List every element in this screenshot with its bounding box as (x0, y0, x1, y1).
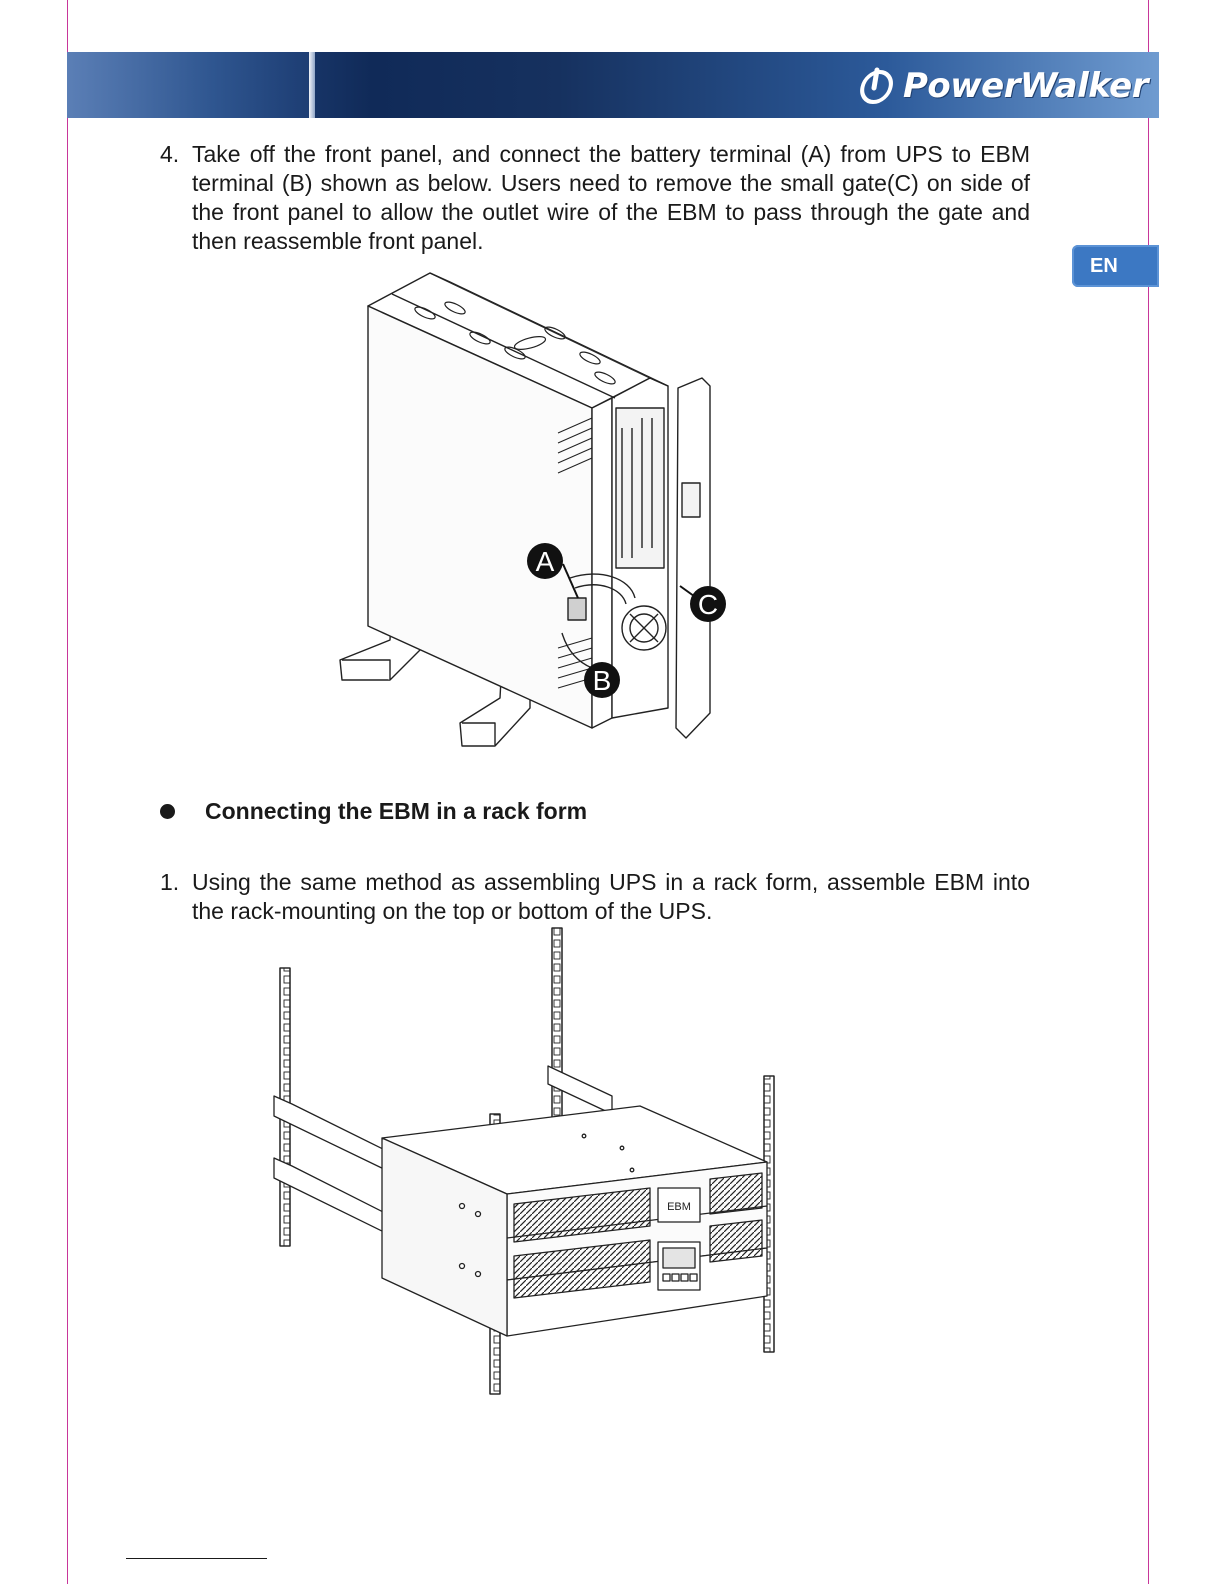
step-4-instruction (160, 140, 1030, 260)
step-1-instruction (160, 868, 1030, 928)
brand-logo (857, 64, 1148, 108)
header-divider (309, 52, 315, 118)
section-heading-rack-form (160, 796, 587, 826)
rack-mounting-figure (262, 926, 792, 1398)
left-margin-line (67, 0, 68, 1584)
step-text: Take off the front panel, and connect the battery terminal (A) from UPS to EBM terminal (B) shown as below. Users need to remove the small gate(C) on side of the front panel to allow the outlet wire of the EBM to pass through the gate and then reassemble front panel. (192, 141, 1030, 254)
svg-text:C: C (697, 589, 719, 620)
callout-b (584, 662, 620, 698)
callout-c (690, 586, 726, 622)
step-text: Using the same method as assembling UPS in a rack form, assemble EBM into the rack-mounting on the top or bottom of the UPS. (192, 869, 1030, 924)
section-heading-text: Connecting the EBM in a rack form (205, 797, 588, 824)
step-number: 1. (160, 869, 180, 895)
right-margin-line (1148, 0, 1149, 1584)
bullet-icon (160, 804, 175, 819)
language-tab-en[interactable]: EN (1072, 245, 1159, 287)
ebm-panel-label: EBM (667, 1201, 691, 1213)
svg-text:A: A (535, 546, 555, 577)
tower-ebm-connection-figure (330, 268, 750, 748)
callout-a (527, 543, 563, 579)
brand-name: PowerWalker (902, 66, 1148, 106)
step-number: 4. (160, 141, 180, 167)
footer-rule (126, 1558, 267, 1559)
power-icon (857, 66, 897, 106)
svg-text:B: B (592, 665, 612, 696)
